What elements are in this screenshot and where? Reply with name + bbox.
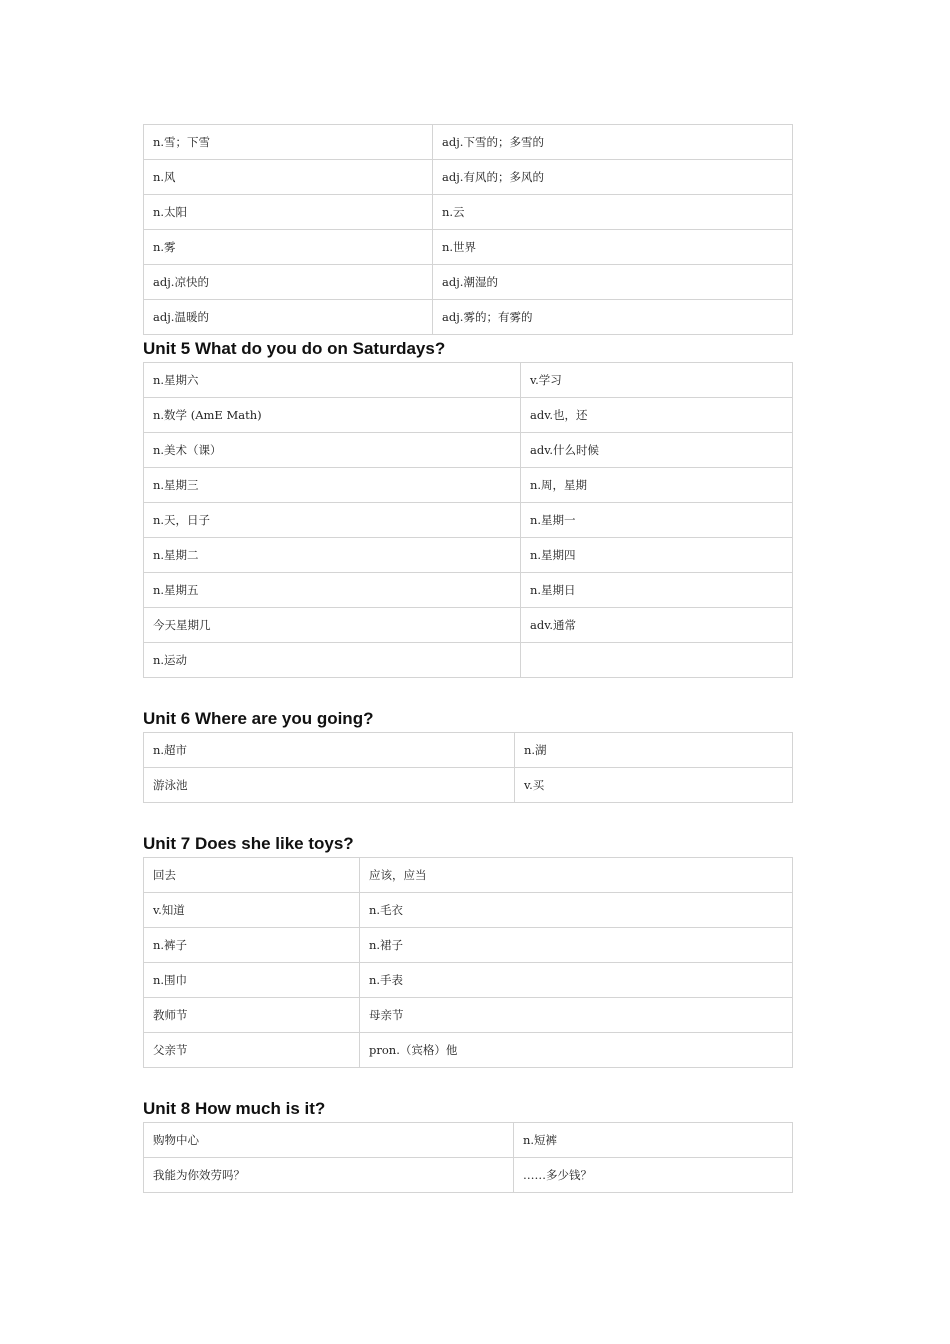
table-row (144, 768, 793, 803)
vocab-table-unit-8 (143, 1122, 793, 1193)
vocab-cell: n.短裤 (514, 1123, 793, 1158)
vocab-cell: 回去 (144, 858, 360, 893)
vocab-cell (521, 643, 793, 678)
unit-5-heading: Unit 5 What do you do on Saturdays? (143, 339, 446, 358)
table-row (144, 503, 793, 538)
vocab-cell: n.星期六 (144, 363, 521, 398)
vocab-cell: n.美术（课） (144, 433, 521, 468)
table-row (144, 1123, 793, 1158)
vocab-cell: ……多少钱？ (514, 1158, 793, 1193)
vocab-cell: n.数学 (AmE Math) (144, 398, 521, 433)
vocab-cell: n.手表 (360, 963, 793, 998)
vocab-cell: n.运动 (144, 643, 521, 678)
vocab-cell: adj.温暖的 (144, 300, 433, 335)
vocab-cell: v.买 (515, 768, 793, 803)
vocab-cell: v.知道 (144, 893, 360, 928)
vocab-cell: adv.什么时候 (521, 433, 793, 468)
table-row (144, 998, 793, 1033)
table-row (144, 363, 793, 398)
vocab-cell: n.星期二 (144, 538, 521, 573)
vocab-cell: n.毛衣 (360, 893, 793, 928)
table-row (144, 963, 793, 998)
vocab-cell: n.裤子 (144, 928, 360, 963)
vocab-table-weather (143, 124, 793, 335)
table-row (144, 160, 793, 195)
vocab-cell: n.世界 (433, 230, 793, 265)
table-row (144, 1158, 793, 1193)
vocab-cell: n.云 (433, 195, 793, 230)
table-row (144, 608, 793, 643)
vocab-cell: n.超市 (144, 733, 515, 768)
vocab-cell: n.围巾 (144, 963, 360, 998)
vocab-cell: adj.雾的；有雾的 (433, 300, 793, 335)
table-row (144, 733, 793, 768)
vocab-table-unit-7 (143, 857, 793, 1068)
vocab-cell: adj.下雪的；多雪的 (433, 125, 793, 160)
table-row (144, 928, 793, 963)
table-row (144, 230, 793, 265)
vocab-cell: adj.有风的；多风的 (433, 160, 793, 195)
vocab-cell: 今天星期几 (144, 608, 521, 643)
vocab-cell: 我能为你效劳吗？ (144, 1158, 514, 1193)
unit-7-heading: Unit 7 Does she like toys? (143, 834, 354, 853)
vocab-cell: n.星期四 (521, 538, 793, 573)
unit-8-heading: Unit 8 How much is it? (143, 1099, 326, 1118)
vocab-table-unit-5 (143, 362, 793, 678)
table-row (144, 468, 793, 503)
vocab-cell: n.星期五 (144, 573, 521, 608)
vocab-cell: n.周，星期 (521, 468, 793, 503)
section-spacer (143, 1068, 792, 1095)
vocab-cell: 教师节 (144, 998, 360, 1033)
table-row (144, 398, 793, 433)
vocab-cell: n.星期一 (521, 503, 793, 538)
vocab-cell: n.雾 (144, 230, 433, 265)
vocab-table-unit-6 (143, 732, 793, 803)
table-row (144, 195, 793, 230)
vocab-cell: 父亲节 (144, 1033, 360, 1068)
vocab-cell: n.雪；下雪 (144, 125, 433, 160)
vocab-cell: 母亲节 (360, 998, 793, 1033)
vocab-cell: n.风 (144, 160, 433, 195)
vocab-cell: 购物中心 (144, 1123, 514, 1158)
section-spacer (143, 803, 792, 830)
table-row (144, 573, 793, 608)
vocab-cell: v.学习 (521, 363, 793, 398)
vocab-cell: adj.潮湿的 (433, 265, 793, 300)
table-row (144, 433, 793, 468)
table-row (144, 125, 793, 160)
vocab-cell: pron.（宾格）他 (360, 1033, 793, 1068)
vocab-cell: 应该，应当 (360, 858, 793, 893)
table-row (144, 538, 793, 573)
vocab-cell: adj.凉快的 (144, 265, 433, 300)
vocab-cell: n.湖 (515, 733, 793, 768)
document-page (143, 124, 792, 1193)
unit-6-heading: Unit 6 Where are you going? (143, 709, 374, 728)
vocab-cell: adv.通常 (521, 608, 793, 643)
table-row (144, 643, 793, 678)
table-row (144, 858, 793, 893)
vocab-cell: 游泳池 (144, 768, 515, 803)
table-row (144, 265, 793, 300)
table-row (144, 300, 793, 335)
vocab-cell: n.太阳 (144, 195, 433, 230)
vocab-cell: adv.也，还 (521, 398, 793, 433)
section-spacer (143, 678, 792, 705)
table-row (144, 1033, 793, 1068)
vocab-cell: n.天，日子 (144, 503, 521, 538)
table-row (144, 893, 793, 928)
vocab-cell: n.星期日 (521, 573, 793, 608)
vocab-cell: n.裙子 (360, 928, 793, 963)
vocab-cell: n.星期三 (144, 468, 521, 503)
